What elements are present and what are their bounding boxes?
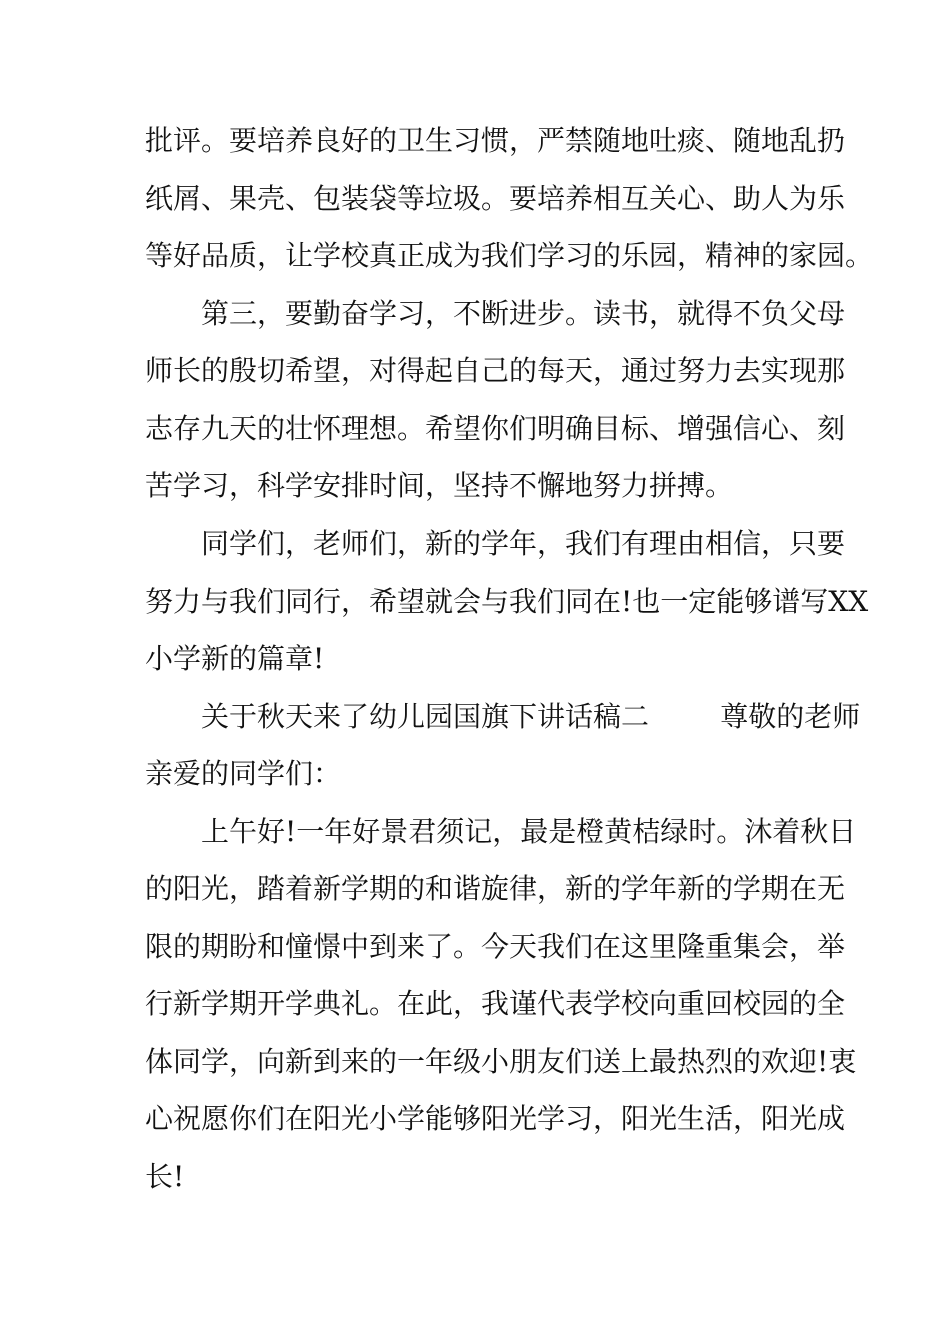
paragraph-line: 努力与我们同行，希望就会与我们同在!也一定能够谱写XX [145, 585, 869, 618]
paragraph-line: 苦学习，科学安排时间，坚持不懈地努力拼搏。 [145, 469, 734, 502]
paragraph-line: 批评。要培养良好的卫生习惯，严禁随地吐痰、随地乱扔 [145, 124, 846, 157]
paragraph-line: 长! [145, 1160, 185, 1193]
paragraph-line: 上午好!一年好景君须记，最是橙黄桔绿时。沐着秋日 [201, 815, 857, 848]
paragraph-line: 心祝愿你们在阳光小学能够阳光学习，阳光生活，阳光成 [145, 1102, 846, 1135]
paragraph-line: 第三，要勤奋学习，不断进步。读书，就得不负父母 [201, 297, 846, 330]
paragraph-line: 行新学期开学典礼。在此，我谨代表学校向重回校园的全 [145, 987, 846, 1020]
paragraph-line: 纸屑、果壳、包装袋等垃圾。要培养相互关心、助人为乐 [145, 182, 846, 215]
paragraph-line: 体同学，向新到来的一年级小朋友们送上最热烈的欢迎!衷 [145, 1045, 857, 1078]
paragraph-line: 师长的殷切希望，对得起自己的每天，通过努力去实现那 [145, 354, 846, 387]
paragraph-line: 志存九天的壮怀理想。希望你们明确目标、增强信心、刻 [145, 412, 846, 445]
paragraph-line: 亲爱的同学们： [145, 757, 342, 790]
paragraph-line: 同学们，老师们，新的学年，我们有理由相信，只要 [201, 527, 846, 560]
paragraph-line: 限的期盼和憧憬中到来了。今天我们在这里隆重集会，举 [145, 930, 846, 963]
paragraph-line: 的阳光，踏着新学期的和谐旋律，新的学年新的学期在无 [145, 872, 846, 905]
paragraph-line: 小学新的篇章! [145, 642, 325, 675]
paragraph-line: 等好品质，让学校真正成为我们学习的乐园，精神的家园。 [145, 239, 874, 272]
section-heading-line: 关于秋天来了幼儿园国旗下讲话稿二 尊敬的老师 [201, 700, 861, 733]
